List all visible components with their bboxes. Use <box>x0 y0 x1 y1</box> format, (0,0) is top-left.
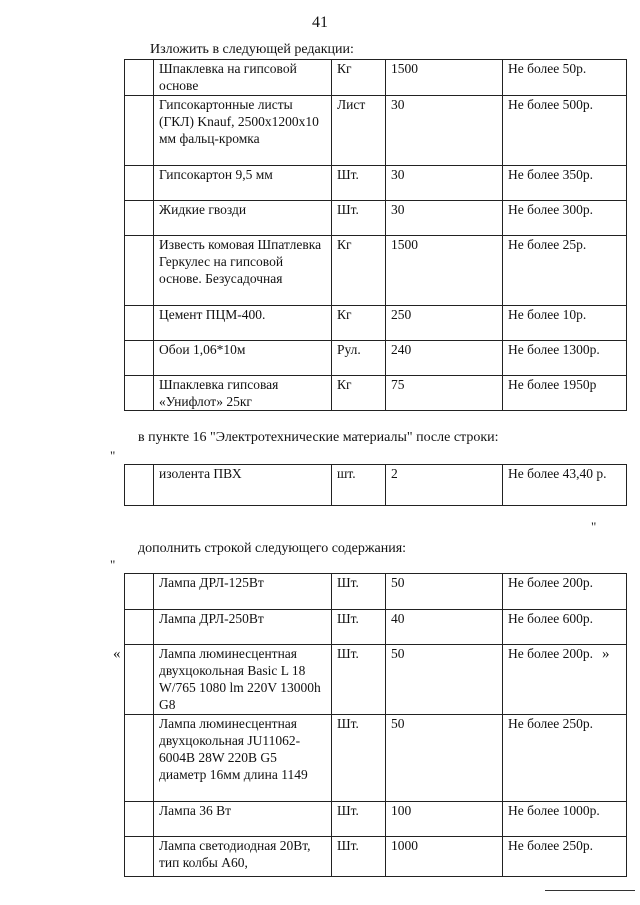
cell-qty: 50 <box>386 574 503 610</box>
row-number-cell <box>125 465 154 506</box>
cell-name: Лампа люминесцентная двухцокольная Basic L 18 W/765 1080 lm 220V 13000h G8 <box>154 645 332 715</box>
cell-unit: Шт. <box>332 837 386 877</box>
table-row <box>125 306 627 341</box>
table-row <box>125 574 627 610</box>
cell-qty: 30 <box>386 166 503 201</box>
guillemet-open: « <box>113 646 121 662</box>
cell-name: Известь комовая Шпатлевка Геркулес на гипсовой основе. Безусадочная <box>154 236 332 306</box>
cell-unit: Шт. <box>332 201 386 236</box>
cell-qty: 2 <box>386 465 503 506</box>
cell-name: Лампа ДРЛ-125Вт <box>154 574 332 610</box>
lamps-table <box>124 573 627 877</box>
cell-unit: Шт. <box>332 574 386 610</box>
table-row <box>125 376 627 411</box>
table-row <box>125 645 627 715</box>
cell-unit: Кг <box>332 60 386 96</box>
table-row <box>125 802 627 837</box>
cell-qty: 1000 <box>386 837 503 877</box>
cell-unit: Шт. <box>332 715 386 802</box>
table-row <box>125 837 627 877</box>
intro-text: Изложить в следующей редакции: <box>150 42 354 57</box>
row-number-cell <box>125 610 154 645</box>
table-row <box>125 465 627 506</box>
cell-name: Лампа ДРЛ-250Вт <box>154 610 332 645</box>
cell-qty: 240 <box>386 341 503 376</box>
opening-quote: " <box>110 448 116 463</box>
cell-price: Не более 1950р <box>503 376 627 411</box>
row-number-cell <box>125 574 154 610</box>
cell-price: Не более 1000р. <box>503 802 627 837</box>
cell-unit: Кг <box>332 236 386 306</box>
cell-name: Шпаклевка на гипсовой основе <box>154 60 332 96</box>
row-number-cell <box>125 802 154 837</box>
cell-name: Гипсокартонные листы (ГКЛ) Knauf, 2500х1200х10 мм фальц-кромка <box>154 96 332 166</box>
closing-quote: " <box>591 519 597 534</box>
table-row <box>125 96 627 166</box>
cell-qty: 30 <box>386 201 503 236</box>
row-number-cell <box>125 376 154 411</box>
table-row <box>125 341 627 376</box>
cell-name: Лампа люминесцентная двухцокольная JU11062-6004B 28W 220B G5 диаметр 16мм длина 1149 <box>154 715 332 802</box>
opening-quote-2: " <box>110 557 116 572</box>
row-number-cell <box>125 306 154 341</box>
cell-price: Не более 300р. <box>503 201 627 236</box>
cell-name: Жидкие гвозди <box>154 201 332 236</box>
row-number-cell <box>125 60 154 96</box>
cell-unit: Кг <box>332 376 386 411</box>
table-row <box>125 610 627 645</box>
row-number-cell <box>125 201 154 236</box>
cell-qty: 1500 <box>386 236 503 306</box>
row-number-cell <box>125 645 154 715</box>
paragraph-item-16: в пункте 16 "Электротехнические материалы" после строки: <box>138 430 499 445</box>
cell-price: Не более 25р. <box>503 236 627 306</box>
cell-name: Лампа 36 Вт <box>154 802 332 837</box>
row-number-cell <box>125 166 154 201</box>
cell-price: Не более 1300р. <box>503 341 627 376</box>
cell-qty: 40 <box>386 610 503 645</box>
cell-qty: 30 <box>386 96 503 166</box>
cell-name: Шпаклевка гипсовая «Унифлот» 25кг <box>154 376 332 411</box>
cell-unit: Шт. <box>332 802 386 837</box>
table-row <box>125 166 627 201</box>
cell-qty: 50 <box>386 645 503 715</box>
table-row <box>125 236 627 306</box>
cell-price: Не более 600р. <box>503 610 627 645</box>
cell-price: Не более 350р. <box>503 166 627 201</box>
cell-qty: 50 <box>386 715 503 802</box>
cell-unit: Кг <box>332 306 386 341</box>
page-number: 41 <box>312 14 328 31</box>
row-number-cell <box>125 715 154 802</box>
table-row <box>125 715 627 802</box>
footer-rule <box>545 890 635 891</box>
paragraph-add-row: дополнить строкой следующего содержания: <box>138 541 407 556</box>
cell-price: Не более 500р. <box>503 96 627 166</box>
cell-unit: Лист <box>332 96 386 166</box>
cell-name: Обои 1,06*10м <box>154 341 332 376</box>
cell-name: изолента ПВХ <box>154 465 332 506</box>
cell-name: Цемент ПЦМ-400. <box>154 306 332 341</box>
cell-qty: 250 <box>386 306 503 341</box>
cell-name: Лампа светодиодная 20Вт, тип колбы А60, <box>154 837 332 877</box>
cell-price: Не более 200р. <box>503 645 627 715</box>
cell-price: Не более 200р. <box>503 574 627 610</box>
cell-qty: 1500 <box>386 60 503 96</box>
cell-qty: 100 <box>386 802 503 837</box>
guillemet-close: » <box>602 646 610 662</box>
row-number-cell <box>125 341 154 376</box>
cell-qty: 75 <box>386 376 503 411</box>
materials-table <box>124 59 627 411</box>
cell-price: Не более 43,40 р. <box>503 465 627 506</box>
cell-price: Не более 10р. <box>503 306 627 341</box>
cell-unit: Шт. <box>332 645 386 715</box>
row-number-cell <box>125 837 154 877</box>
electrical-table <box>124 464 627 506</box>
cell-price: Не более 50р. <box>503 60 627 96</box>
row-number-cell <box>125 236 154 306</box>
row-number-cell <box>125 96 154 166</box>
cell-unit: Шт. <box>332 610 386 645</box>
table-row <box>125 60 627 96</box>
cell-unit: шт. <box>332 465 386 506</box>
cell-unit: Рул. <box>332 341 386 376</box>
table-row <box>125 201 627 236</box>
cell-unit: Шт. <box>332 166 386 201</box>
cell-price: Не более 250р. <box>503 837 627 877</box>
cell-name: Гипсокартон 9,5 мм <box>154 166 332 201</box>
cell-price: Не более 250р. <box>503 715 627 802</box>
